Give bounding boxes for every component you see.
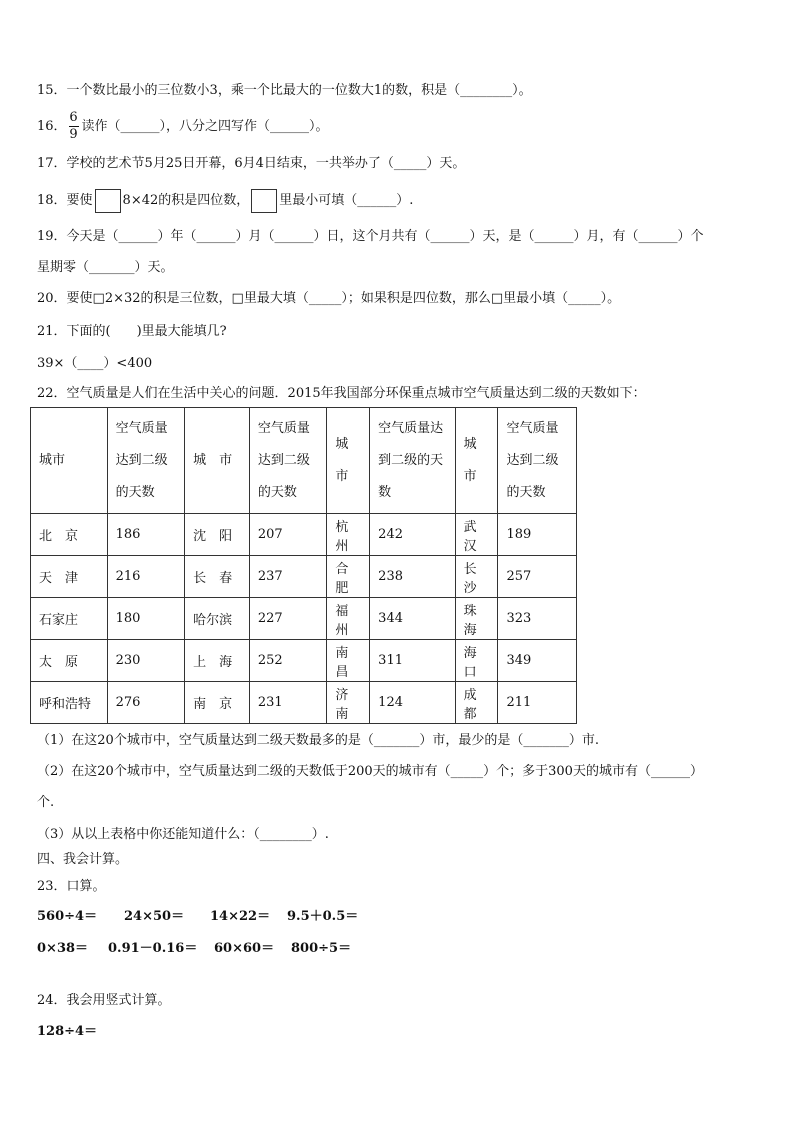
city-cell: 哈尔滨 (185, 598, 250, 640)
city-cell: 南 京 (185, 682, 250, 724)
table-row (31, 682, 577, 724)
table-header-cell: 城 市 (185, 408, 250, 514)
days-cell: 323 (498, 598, 577, 640)
question-24-expression: 128÷4＝ (37, 1024, 98, 1039)
city-cell: 呼和浩特 (31, 682, 108, 724)
calc-item: 0×38＝ (37, 941, 89, 956)
question-19-line-1: 19．今天是（______）年（______）月（______）日，这个月共有（______）天，是（______）月，有（______）个 (37, 229, 704, 244)
city-cell: 沈 阳 (185, 514, 250, 556)
fraction-six-ninths (69, 111, 79, 142)
air-quality-table (30, 407, 577, 724)
question-15: 15．一个数比最小的三位数小3，乘一个比最大的一位数大1的数，积是（________）。 (37, 83, 532, 98)
city-cell: 杭州 (327, 514, 370, 556)
days-cell: 238 (370, 556, 455, 598)
table-row (31, 598, 577, 640)
days-cell: 231 (249, 682, 327, 724)
days-cell: 180 (107, 598, 185, 640)
city-cell: 武汉 (455, 514, 498, 556)
city-cell: 太 原 (31, 640, 108, 682)
question-22-part-1: （1）在这20个城市中，空气质量达到二级天数最多的是（_______）市，最少的是（_______）市. (37, 733, 599, 748)
table-header-cell: 空气质量达到二级的天数 (370, 408, 455, 514)
question-20: 20．要使□2×32的积是三位数，□里最大填（_____）；如果积是四位数，那么□里最小填（_____）。 (37, 291, 621, 306)
blank-box-1 (95, 189, 121, 213)
days-cell: 242 (370, 514, 455, 556)
fraction-denominator: 9 (69, 127, 78, 142)
calc-item: 560÷4＝ (37, 909, 98, 924)
days-cell: 349 (498, 640, 577, 682)
calc-item: 0.91－0.16＝ (108, 941, 198, 956)
section-heading: 四、我会计算。 (37, 852, 129, 867)
question-21-expression: 39×（____）<400 (37, 356, 153, 371)
table-header-row (31, 408, 577, 514)
city-cell: 长沙 (455, 556, 498, 598)
question-21: 21．下面的( )里最大能填几? (37, 324, 227, 339)
table-header-cell: 城市 (327, 408, 370, 514)
calc-item: 9.5＋0.5＝ (287, 909, 359, 924)
city-cell: 福州 (327, 598, 370, 640)
calc-item: 60×60＝ (214, 941, 275, 956)
city-cell: 天 津 (31, 556, 108, 598)
city-cell: 北 京 (31, 514, 108, 556)
question-22-part-3: （3）从以上表格中你还能知道什么：（________）. (37, 827, 329, 842)
calc-item: 800÷5＝ (291, 941, 352, 956)
city-cell: 上 海 (185, 640, 250, 682)
city-cell: 成都 (455, 682, 498, 724)
city-cell: 合肥 (327, 556, 370, 598)
question-22-part-2-line-2: 个. (37, 795, 55, 810)
table-header-cell: 城市 (31, 408, 108, 514)
days-cell: 276 (107, 682, 185, 724)
days-cell: 189 (498, 514, 577, 556)
question-16 (37, 111, 329, 142)
days-cell: 230 (107, 640, 185, 682)
days-cell: 237 (249, 556, 327, 598)
city-cell: 长 春 (185, 556, 250, 598)
question-23: 23．口算。 (37, 879, 106, 894)
days-cell: 207 (249, 514, 327, 556)
days-cell: 311 (370, 640, 455, 682)
question-18-part-c: 里最小可填（______）. (279, 193, 414, 208)
days-cell: 252 (249, 640, 327, 682)
calc-item: 14×22＝ (210, 909, 271, 924)
question-18-part-a: 18．要使 (37, 193, 93, 208)
city-cell: 济南 (327, 682, 370, 724)
days-cell: 186 (107, 514, 185, 556)
table-header-cell: 空气质量达到二级的天数 (107, 408, 185, 514)
question-16-number: 16． (37, 119, 67, 134)
city-cell: 珠海 (455, 598, 498, 640)
blank-box-2 (251, 189, 277, 213)
table-row (31, 556, 577, 598)
mental-calc-row-2 (37, 940, 351, 958)
table-header-cell: 空气质量达到二级的天数 (249, 408, 327, 514)
days-cell: 227 (249, 598, 327, 640)
city-cell: 南昌 (327, 640, 370, 682)
table-row (31, 640, 577, 682)
days-cell: 257 (498, 556, 577, 598)
table-row (31, 514, 577, 556)
fraction-numerator: 6 (69, 110, 78, 125)
question-22-part-2-line-1: （2）在这20个城市中，空气质量达到二级的天数低于200天的城市有（_____）个；多于300天的城市有（______） (37, 764, 703, 779)
table-header-cell: 城市 (455, 408, 498, 514)
table-header-cell: 空气质量达到二级的天数 (498, 408, 577, 514)
question-24: 24．我会用竖式计算。 (37, 993, 171, 1008)
city-cell: 石家庄 (31, 598, 108, 640)
question-17: 17．学校的艺术节5月25日开幕，6月4日结束，一共举办了（_____）天。 (37, 156, 466, 171)
mental-calc-row-1 (37, 908, 358, 926)
question-22: 22．空气质量是人们在生活中关心的问题．2015年我国部分环保重点城市空气质量达到二级的天数如下： (37, 386, 646, 401)
question-18-part-b: 8×42的积是四位数， (122, 193, 250, 208)
days-cell: 124 (370, 682, 455, 724)
days-cell: 344 (370, 598, 455, 640)
question-16-text: 读作（______），八分之四写作（______）。 (81, 119, 329, 134)
question-19-line-2: 星期零（_______）天。 (37, 260, 174, 275)
city-cell: 海口 (455, 640, 498, 682)
days-cell: 211 (498, 682, 577, 724)
question-18 (37, 188, 413, 214)
days-cell: 216 (107, 556, 185, 598)
calc-item: 24×50＝ (124, 909, 185, 924)
